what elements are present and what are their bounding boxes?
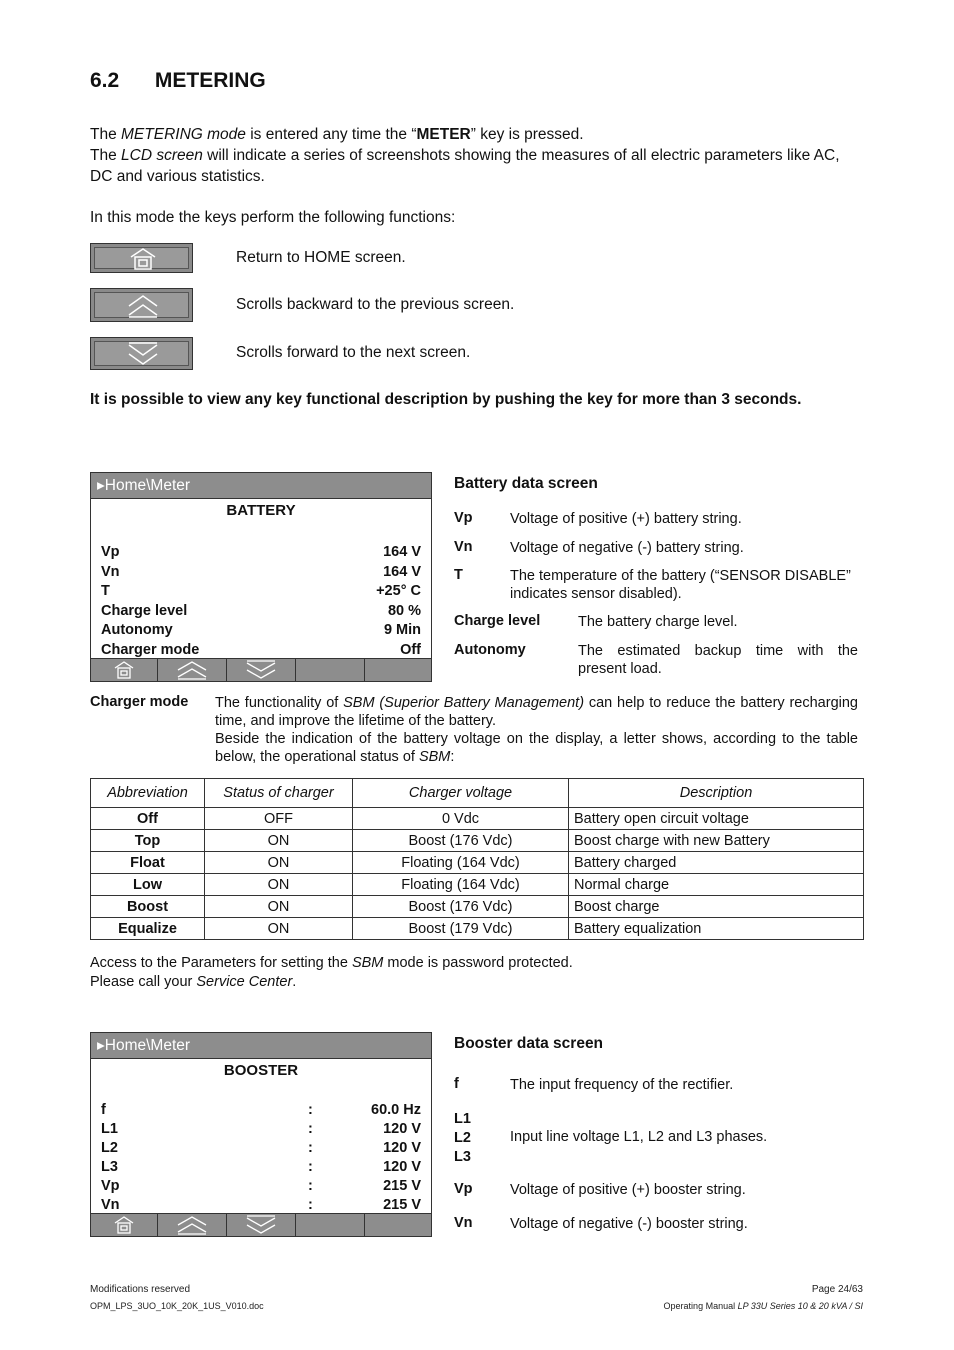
lcd-breadcrumb: Home\Meter [104,1037,191,1054]
lcd-row: Vp 164 V [101,544,421,560]
desc-term: Vn [454,539,473,555]
lcd-down-key [227,1214,296,1236]
lcd-title: BOOSTER [223,1062,299,1079]
desc-text: The estimated backup time with the present load. [578,643,858,677]
arrow-right-icon: ▸ [97,1037,105,1054]
up-chevron-icon [126,291,160,319]
access-note [90,954,573,992]
desc-text: The temperature of the battery (“SENSOR DISABLE” indicates sensor disabled). [510,568,851,602]
lcd-breadcrumb: Home\Meter [104,477,191,494]
lcd-empty-key [365,1214,431,1236]
sbm-status-table [90,778,864,940]
intro [90,124,866,228]
desc-text: The battery charge level. [578,614,738,630]
up-key-text: Scrolls backward to the previous screen. [236,296,515,313]
battery-desc-heading: Battery data screen [454,475,598,492]
footer-left-1: Modifications reserved [90,1284,191,1295]
table-header: Description [569,779,864,808]
lcd-up-key [158,1214,227,1236]
lcd-empty-key [296,1214,365,1236]
intro-line-2: The LCD screen will indicate a series of screenshots showing the measures of all electric parameters like AC, DC and various statistics. [90,147,840,185]
lcd-home-key [91,659,158,681]
lcd-row: Charge level 80 % [101,602,421,619]
desc-text: Input line voltage L1, L2 and L3 phases. [510,1129,768,1145]
bold-note: It is possible to view any key functional description by pushing the key for more than 3 seconds. [90,391,802,408]
charger-mode-p2: Beside the indication of the battery voltage on the display, a letter shows, according to the table below, the operational status of SBM: [215,731,858,765]
lcd-row: Autonomy 9 Min [101,622,421,638]
desc-term: Autonomy [454,642,526,658]
footer-manual-title: Operating Manual LP 33U Series 10 & 20 kVA / SI [663,1301,863,1311]
desc-text: The input frequency of the rectifier. [510,1077,734,1093]
lcd-row: Charger mode Off [101,641,421,658]
desc-text: Voltage of positive (+) booster string. [510,1182,746,1198]
down-chevron-icon [245,1215,277,1235]
table-row: Top ON Boost (176 Vdc) Boost charge with new Battery [91,830,864,852]
home-key-text: Return to HOME screen. [236,249,406,266]
footer-page-number: Page 24/63 [811,1284,863,1295]
lcd-key-bar [91,1213,431,1236]
desc-term: T [454,567,463,583]
table-row: Off OFF 0 Vdc Battery open circuit voltage [91,808,864,830]
home-icon [112,660,136,680]
booster-desc-heading: Booster data screen [454,1035,604,1052]
lcd-row: L2 : 120 V [101,1140,421,1156]
table-row: Boost ON Boost (176 Vdc) Boost charge [91,896,864,918]
up-key [90,288,193,322]
home-key [90,243,193,273]
lcd-row: T +25° C [101,583,421,599]
arrow-right-icon: ▸ [97,477,105,494]
lcd-row: Vn 164 V [101,563,421,580]
lcd-home-key [91,1214,158,1236]
battery-lcd-screen [90,472,432,682]
down-key-text: Scrolls forward to the next screen. [236,344,471,361]
section-number: 6.2 [90,69,120,92]
table-header-row [91,779,864,808]
desc-text: Voltage of positive (+) battery string. [510,511,742,527]
charger-mode-term: Charger mode [90,694,189,710]
desc-term-lines: L1 L2 L3 [454,1111,471,1165]
table-row: Float ON Floating (164 Vdc) Battery charged [91,852,864,874]
lcd-down-key [227,659,296,681]
table-header: Charger voltage [353,779,569,808]
intro-line-3: In this mode the keys perform the following functions: [90,209,456,226]
lcd-row: Vn : 215 V [101,1197,421,1213]
desc-term: Vp [454,1181,473,1197]
desc-term: f [454,1076,459,1092]
section-heading [90,69,266,93]
desc-term: Vn [454,1215,473,1231]
desc-text: Voltage of negative (-) battery string. [510,540,744,556]
lcd-empty-key [296,659,365,681]
down-key [90,337,193,370]
charger-mode-desc [215,694,858,766]
down-chevron-icon [245,660,277,680]
lcd-row: L3 : 120 V [101,1159,421,1175]
table-row: Equalize ON Boost (179 Vdc) Battery equalization [91,918,864,940]
charger-mode-p1: The functionality of SBM (Superior Battery Management) can help to reduce the battery recharging time, and improve the lifetime of the battery. [215,695,858,729]
up-chevron-icon [176,660,208,680]
lcd-row: f : 60.0 Hz [101,1102,421,1118]
down-chevron-icon [126,340,160,368]
home-icon [126,246,160,272]
table-header: Abbreviation [91,779,205,808]
lcd-up-key [158,659,227,681]
up-chevron-icon [176,1215,208,1235]
lcd-title: BATTERY [226,502,296,519]
desc-term: Vp [454,510,473,526]
table-header: Status of charger [205,779,353,808]
footer-left-2: OPM_LPS_3UO_10K_20K_1US_V010.doc [90,1301,264,1311]
lcd-row: Vp : 215 V [101,1178,421,1194]
home-icon [112,1215,136,1235]
desc-text: Voltage of negative (-) booster string. [510,1216,748,1232]
lcd-row: L1 : 120 V [101,1121,421,1137]
lcd-header [91,473,431,499]
lcd-header [91,1033,431,1059]
lcd-empty-key [365,659,431,681]
table-row: Low ON Floating (164 Vdc) Normal charge [91,874,864,896]
access-line-1: Access to the Parameters for setting the SBM mode is password protected. [90,955,573,971]
desc-term: Charge level [454,613,541,629]
intro-line-1: The METERING mode is entered any time the “METER” key is pressed. [90,126,584,143]
section-title: METERING [154,69,266,92]
lcd-key-bar [91,658,431,681]
access-line-2: Please call your Service Center. [90,974,297,990]
booster-lcd-screen [90,1032,432,1237]
